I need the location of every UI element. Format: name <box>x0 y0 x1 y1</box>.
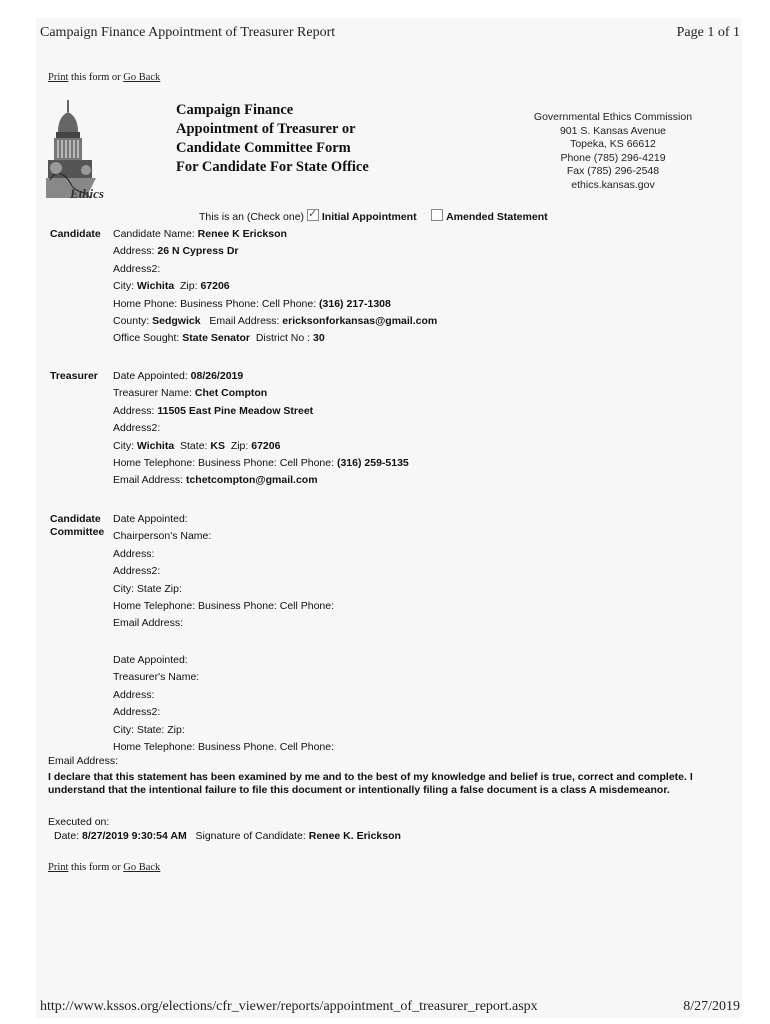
page-number: Page 1 of 1 <box>676 25 740 40</box>
candidate-email: ericksonforkansas@gmail.com <box>282 314 438 327</box>
top-nav <box>48 72 160 83</box>
declaration-text: I declare that this statement has been examined by me and to the best of my knowledge and belief is true, correct and complete. I understand that the intentional failure to file this document or intentionally filing a false document is a class A misdemeanor. <box>48 771 693 796</box>
print-footer <box>40 999 740 1015</box>
agency-name: Governmental Ethics Commission <box>533 111 693 123</box>
treasurer-city: Wichita <box>136 439 175 452</box>
initial-appointment-label: Initial Appointment <box>321 211 417 223</box>
field-label: City: <box>113 439 134 452</box>
treasurer-section-label: Treasurer <box>50 370 98 382</box>
field-label: Candidate Name: <box>113 228 195 240</box>
treasurer-state: KS <box>210 439 225 452</box>
agency-city: Topeka, KS 66612 <box>570 138 656 150</box>
candidate-district: 30 <box>313 332 325 345</box>
initial-appointment-checkbox[interactable] <box>307 209 319 221</box>
bottom-nav <box>48 862 160 873</box>
treasurer-zip: 67206 <box>251 439 281 452</box>
treasurer-date: 08/26/2019 <box>190 370 244 382</box>
committee-label-line: Candidate <box>50 513 101 525</box>
print-header <box>40 25 740 41</box>
treasurer-fields <box>113 368 409 490</box>
amended-statement-label: Amended Statement <box>446 211 548 223</box>
field-label: Zip: <box>180 280 198 293</box>
candidate-office: State Senator <box>182 332 250 345</box>
treasurer-email: tchetcompton@gmail.com <box>185 474 318 487</box>
field-label: Home Phone: Business Phone: Cell Phone: <box>113 297 317 310</box>
statement-type <box>199 209 548 223</box>
treasurer-name: Chet Compton <box>194 387 268 400</box>
form-title-line: Campaign Finance <box>176 102 294 118</box>
field-label: Chairperson's Name: <box>113 530 212 543</box>
field-label: Email Address: <box>209 314 280 327</box>
field-label: Date: <box>54 830 80 842</box>
candidate-county: Sedgwick <box>152 314 201 327</box>
document-title: Campaign Finance Appointment of Treasurer Report <box>40 25 336 40</box>
field-label: Address: <box>113 688 155 701</box>
nav-text: this form or <box>68 72 124 83</box>
agency-fax: Fax (785) 296-2548 <box>566 165 660 177</box>
agency-street: 901 S. Kansas Avenue <box>559 124 667 137</box>
field-label: City: State: Zip: <box>113 723 185 736</box>
form-title-line: For Candidate For State Office <box>176 159 369 175</box>
field-label: Treasurer's Name: <box>113 671 200 684</box>
print-link[interactable]: Print <box>48 72 69 83</box>
agency-address <box>508 111 718 192</box>
committee-section-label <box>50 513 104 539</box>
execution-line <box>54 830 401 842</box>
committee-fields <box>113 511 334 633</box>
field-label: Email Address: <box>113 617 184 630</box>
field-label: Email Address: <box>113 474 184 487</box>
candidate-zip: 67206 <box>200 280 230 293</box>
committee-treasurer-fields <box>113 652 334 756</box>
go-back-link[interactable]: Go Back <box>123 72 161 83</box>
field-label: Address: <box>113 547 155 560</box>
executed-on-label: Executed on: <box>48 816 110 828</box>
field-label: Address2: <box>113 565 161 578</box>
field-label: Date Appointed: <box>113 370 188 382</box>
candidate-city: Wichita <box>136 280 175 293</box>
treasurer-address: 11505 East Pine Meadow Street <box>157 404 314 417</box>
agency-phone: Phone (785) 296-4219 <box>560 151 666 164</box>
field-label: Home Telephone: Business Phone: Cell Phone: <box>113 599 335 612</box>
field-label: Date Appointed: <box>113 654 188 666</box>
field-label: Address2: <box>113 422 161 435</box>
candidate-name: Renee K Erickson <box>197 228 287 240</box>
field-label: District No : <box>255 332 311 345</box>
execution-date: 8/27/2019 9:30:54 AM <box>82 830 187 842</box>
statement-type-prompt: This is an (Check one) <box>199 211 305 223</box>
field-label: City: State Zip: <box>113 582 182 595</box>
field-label: Office Sought: <box>113 332 180 345</box>
agency-web: ethics.kansas.gov <box>571 178 655 191</box>
print-date: 8/27/2019 <box>683 999 740 1014</box>
candidate-address: 26 N Cypress Dr <box>157 245 239 258</box>
field-label: Address2: <box>113 706 161 719</box>
committee-label-line: Committee <box>50 526 105 538</box>
candidate-section-label: Candidate <box>50 228 101 240</box>
candidate-cell-phone: (316) 217-1308 <box>319 297 391 310</box>
treasurer-cell-phone: (316) 259-5135 <box>336 456 409 469</box>
field-label: State: <box>180 439 208 452</box>
field-label: Treasurer Name: <box>113 387 192 400</box>
field-label: Home Telephone: Business Phone: Cell Phone: <box>113 456 335 469</box>
go-back-link[interactable]: Go Back <box>123 862 161 873</box>
logo-ethics-text: Ethics <box>70 186 104 201</box>
field-label: Date Appointed: <box>113 513 188 525</box>
field-label: Address2: <box>113 262 161 275</box>
field-label: County: <box>113 314 150 327</box>
candidate-fields <box>113 226 437 348</box>
amended-statement-checkbox[interactable] <box>431 209 443 221</box>
field-label: Zip: <box>230 439 249 452</box>
field-label: Home Telephone: Business Phone. Cell Phone: <box>113 740 335 753</box>
page-url: http://www.kssos.org/elections/cfr_viewer/reports/appointment_of_treasurer_report.aspx <box>40 999 538 1014</box>
field-label: City: <box>113 280 134 293</box>
field-label: Signature of Candidate: <box>195 830 306 842</box>
nav-text: this form or <box>68 862 124 873</box>
field-label: Address: <box>113 245 155 258</box>
candidate-signature: Renee K. Erickson <box>308 830 401 842</box>
print-link[interactable]: Print <box>48 862 69 873</box>
form-title <box>176 101 369 177</box>
field-label: Address: <box>113 404 155 417</box>
form-title-line: Candidate Committee Form <box>176 140 351 156</box>
email-address-label: Email Address: <box>48 755 119 767</box>
form-title-line: Appointment of Treasurer or <box>176 121 356 137</box>
